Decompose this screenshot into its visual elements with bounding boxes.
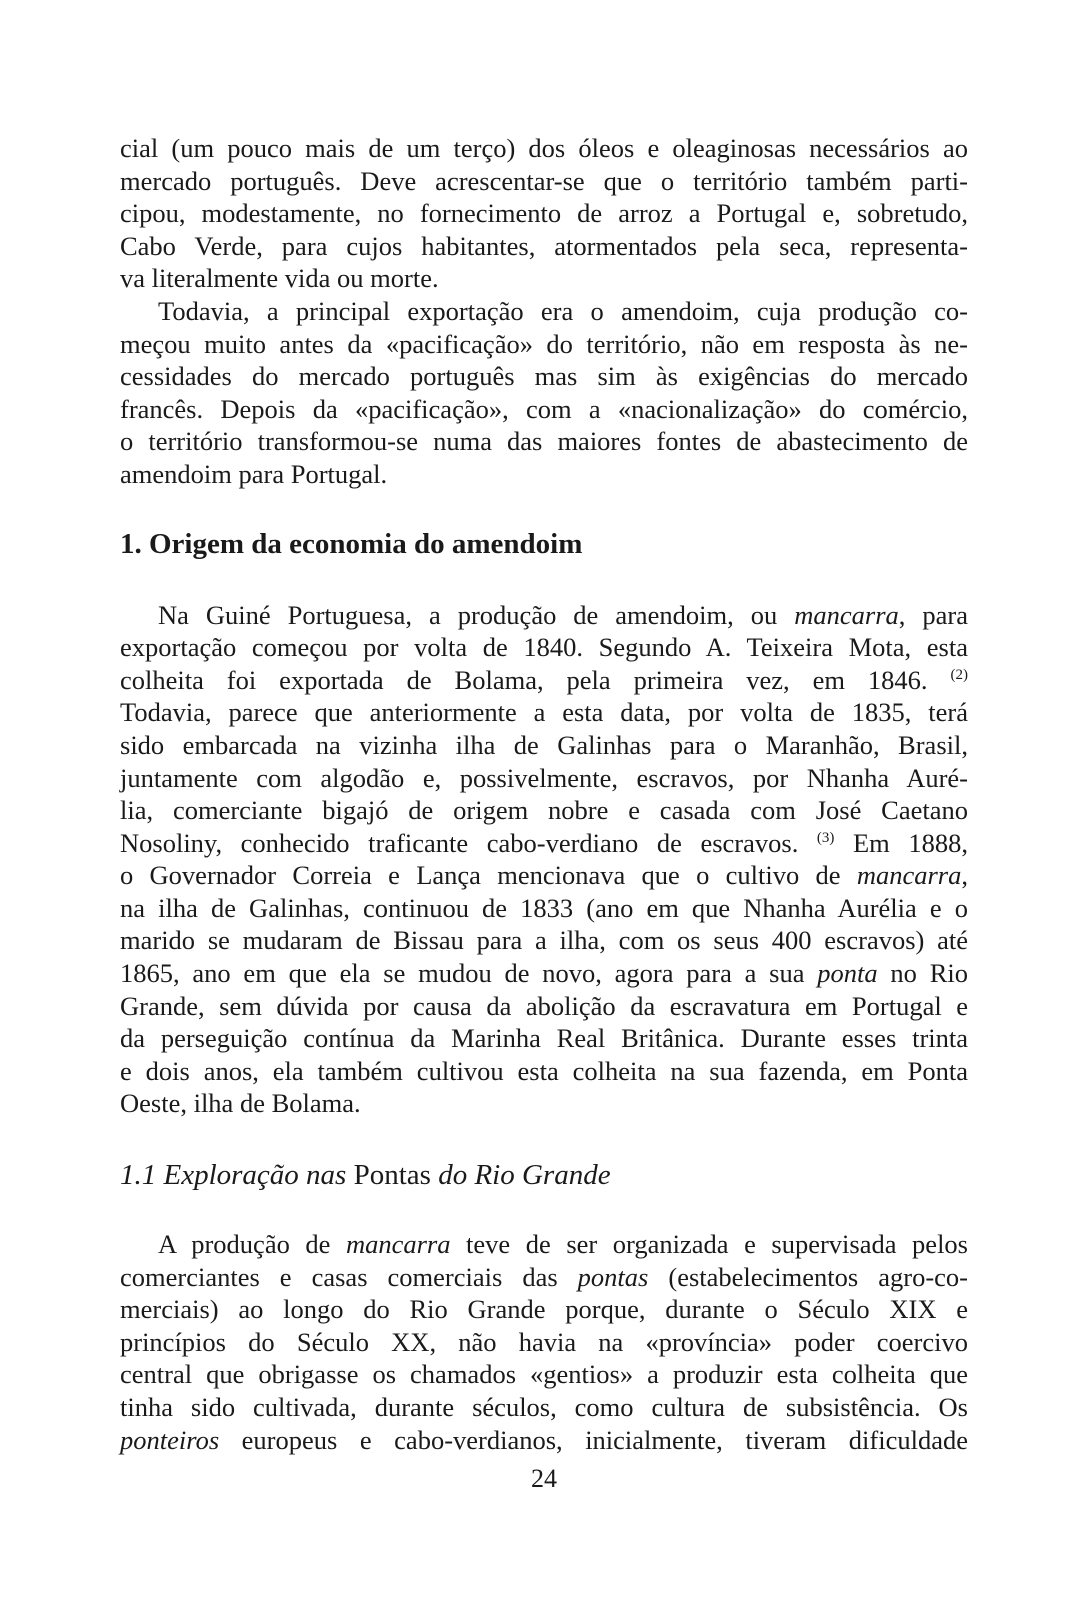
text-line: na ilha de Galinhas, continuou de 1833 (ano em que Nhanha Aurélia e o <box>120 892 968 923</box>
text-run: teve de ser organizada e supervisada pelos <box>450 1229 968 1260</box>
text-line <box>120 1228 968 1261</box>
text-run: Em 1888, <box>834 827 968 858</box>
italic-term: mancarra <box>794 599 899 630</box>
footnote-ref: (2) <box>950 666 968 683</box>
text-line: princípios do Século XX, não havia na «província» poder coercivo <box>120 1326 968 1357</box>
text-line <box>120 1424 968 1457</box>
text-line: cipou, modestamente, no fornecimento de arroz a Portugal e, sobretudo, <box>120 198 968 229</box>
text-line <box>120 1261 968 1294</box>
text-line: da perseguição contínua da Marinha Real Britânica. Durante esses trinta <box>120 1023 968 1054</box>
text-run: europeus e cabo-verdianos, inicialmente, tiveram dificuldade <box>219 1424 968 1455</box>
text-line: cial (um pouco mais de um terço) dos óleos e oleaginosas necessários ao <box>120 133 968 163</box>
text-line: central que obrigasse os chamados «gentios» a produzir esta colheita que <box>120 1359 968 1390</box>
text-line <box>120 599 968 632</box>
text-line <box>120 859 968 892</box>
text-run: , <box>961 860 968 891</box>
text-line: mercado português. Deve acrescentar-se que o território também parti- <box>120 165 968 196</box>
text-line: va literalmente vida ou morte. <box>120 263 439 294</box>
text-line <box>120 664 968 697</box>
text-run: Na Guiné Portuguesa, a produção de amendoim, ou <box>158 599 795 630</box>
text-run: 1.1 Exploração nas <box>120 1159 354 1192</box>
text-run: (estabelecimentos agro-co- <box>648 1261 968 1292</box>
text-line: o território transformou-se numa das maiores fontes de abastecimento de <box>120 426 968 457</box>
text-run: 1865, ano em que ela se mudou de novo, agora para a sua <box>120 958 818 989</box>
italic-term: pontas <box>577 1261 649 1292</box>
paragraph-continuation <box>120 132 968 295</box>
text-line: meçou muito antes da «pacificação» do território, não em resposta às ne- <box>120 328 968 359</box>
text-line: merciais) ao longo do Rio Grande porque, durante o Século XIX e <box>120 1294 968 1325</box>
text-run: Nosoliny, conhecido traficante cabo-verdiano de escravos. <box>120 827 817 858</box>
text-line: exportação começou por volta de 1840. Segundo A. Teixeira Mota, esta <box>120 632 968 663</box>
text-line: Cabo Verde, para cujos habitantes, atormentados pela seca, representa- <box>120 230 968 261</box>
text-line: tinha sido cultivada, durante séculos, como cultura de subsistência. Os <box>120 1392 968 1422</box>
section-heading: 1. Origem da economia do amendoim <box>120 527 583 560</box>
text-line: Grande, sem dúvida por causa da abolição da escravatura em Portugal e <box>120 990 968 1021</box>
italic-term: ponteiros <box>120 1424 220 1455</box>
text-line <box>120 957 968 990</box>
text-line: Todavia, parece que anteriormente a esta data, por volta de 1835, terá <box>120 697 968 728</box>
text-line: Oeste, ilha de Bolama. <box>120 1088 361 1119</box>
text-run: do Rio Grande <box>430 1159 611 1192</box>
text-run: Pontas <box>353 1159 431 1192</box>
subsection-heading <box>120 1158 968 1192</box>
italic-term: mancarra <box>856 860 962 891</box>
text-run: comerciantes e casas comerciais das <box>120 1261 578 1292</box>
page-body <box>120 132 968 1456</box>
text-run: colheita foi exportada de Bolama, pela primeira vez, em 1846. <box>120 664 951 695</box>
text-line: francês. Depois da «pacificação», com a «nacionalização» do comércio, <box>120 393 968 424</box>
text-line: cessidades do mercado português mas sim às exigências do mercado <box>120 361 968 392</box>
text-line: marido se mudaram de Bissau para a ilha, com os seus 400 escravos) até <box>120 925 968 956</box>
paragraph-origin <box>120 599 968 1121</box>
text-line: lia, comerciante bigajó de origem nobre e casada com José Caetano <box>120 795 968 826</box>
text-line: e dois anos, ela também cultivou esta colheita na sua fazenda, em Ponta <box>120 1055 968 1086</box>
text-run: o Governador Correia e Lança mencionava que o cultivo de <box>120 860 857 891</box>
paragraph-exploration <box>120 1228 968 1456</box>
text-line: Todavia, a principal exportação era o amendoim, cuja produção co- <box>158 295 968 326</box>
text-line: amendoim para Portugal. <box>120 458 388 489</box>
text-line <box>120 827 968 860</box>
text-line: sido embarcada na vizinha ilha de Galinhas para o Maranhão, Brasil, <box>120 729 968 760</box>
text-run: no Rio <box>877 958 968 989</box>
italic-term: ponta <box>817 958 878 989</box>
paragraph-exports <box>120 295 968 491</box>
italic-term: mancarra <box>345 1229 451 1260</box>
text-line: juntamente com algodão e, possivelmente, escravos, por Nhanha Auré- <box>120 762 968 793</box>
text-run: A produção de <box>158 1229 346 1260</box>
page-number: 24 <box>531 1464 557 1493</box>
text-run: , para <box>898 599 968 630</box>
footnote-ref: (3) <box>816 829 835 846</box>
